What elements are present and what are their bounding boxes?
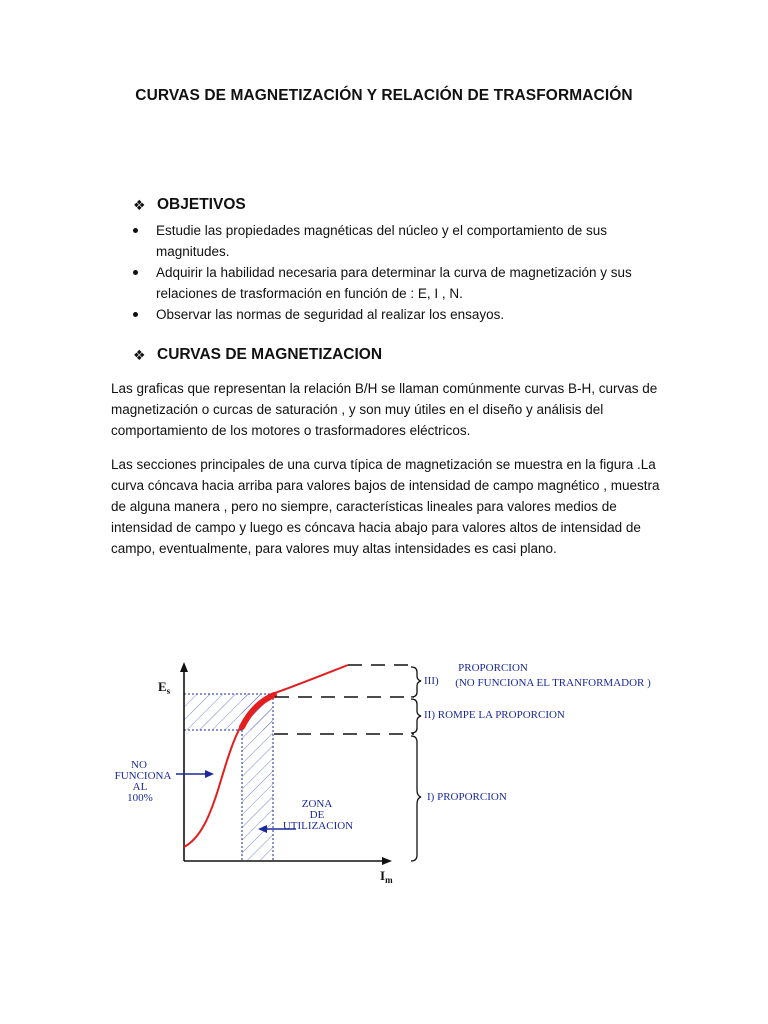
y-axis-label: $E_s$ — [158, 679, 171, 696]
list-item-text: Estudie las propiedades magnéticas del núcleo y el comportamiento de sus magnitudes. — [156, 223, 608, 259]
curvas-heading — [133, 346, 382, 364]
diamond-bullet-icon: ❖ — [133, 346, 146, 363]
region3-line2: (NO FUNCIONA EL TRANFORMADOR ) — [455, 677, 651, 689]
objetivos-heading-text: OBJETIVOS — [157, 196, 246, 213]
objetivos-heading — [133, 196, 246, 214]
bullet-dot-icon — [133, 228, 138, 233]
arrow-right-icon — [205, 770, 214, 778]
list-item — [130, 262, 670, 304]
bullet-dot-icon — [133, 270, 138, 275]
magnetization-figure — [0, 640, 768, 890]
list-item-text: Adquirir la habilidad necesaria para determinar la curva de magnetización y sus relaciones de trasformación en función de : E, I , N. — [156, 265, 632, 301]
region1-label: I) PROPORCION — [427, 791, 507, 803]
region3-number: III) — [424, 675, 439, 687]
objetivos-list — [130, 220, 670, 325]
blue-arrows — [176, 770, 296, 833]
svg-text:UTILIZACION: UTILIZACION — [282, 820, 354, 832]
svg-text:ZONA: ZONA — [301, 798, 333, 810]
region-braces — [411, 667, 421, 861]
region2-label: II) ROMPE LA PROPORCION — [424, 709, 565, 721]
curvas-heading-text: CURVAS DE MAGNETIZACION — [157, 346, 383, 363]
svg-text:AL: AL — [132, 781, 148, 793]
left-note — [115, 759, 172, 804]
svg-text:FUNCIONA: FUNCIONA — [114, 770, 172, 782]
page-title: CURVAS DE MAGNETIZACIÓN Y RELACIÓN DE TRASFORMACIÓN — [135, 87, 633, 104]
region-dashes — [274, 665, 414, 734]
bullet-dot-icon — [133, 312, 138, 317]
paragraph-sections: Las secciones principales de una curva típica de magnetización se muestra en la figura .La curva cóncava hacia arriba para valores bajos de intensidad de campo magnético , muestra de alguna manera , pero no siempre, características lineales para valores medios de intensidad de campo y luego es cóncava hacia abajo para valores altos de intensidad de campo, eventualmente, para valores muy altas intensidades es casi plano. — [111, 457, 660, 556]
svg-text:NO: NO — [131, 759, 147, 771]
list-item — [130, 220, 670, 262]
list-item — [130, 304, 670, 325]
svg-text:100%: 100% — [127, 792, 153, 804]
zone-label — [283, 798, 353, 832]
svg-text:DE: DE — [309, 809, 325, 821]
paragraph-intro: Las graficas que representan la relación B/H se llaman comúnmente curvas B-H, curvas de magnetización o curcas de saturación , y son muy útiles en el diseño y análisis del comportamiento de los motores o trasformadores eléctricos. — [111, 381, 658, 438]
x-axis-label: $I_m$ — [380, 868, 393, 885]
region3-line1: PROPORCION — [458, 662, 528, 674]
diamond-bullet-icon: ❖ — [133, 196, 146, 213]
list-item-text: Observar las normas de seguridad al realizar los ensayos. — [156, 307, 505, 322]
chart-axes — [180, 662, 392, 865]
